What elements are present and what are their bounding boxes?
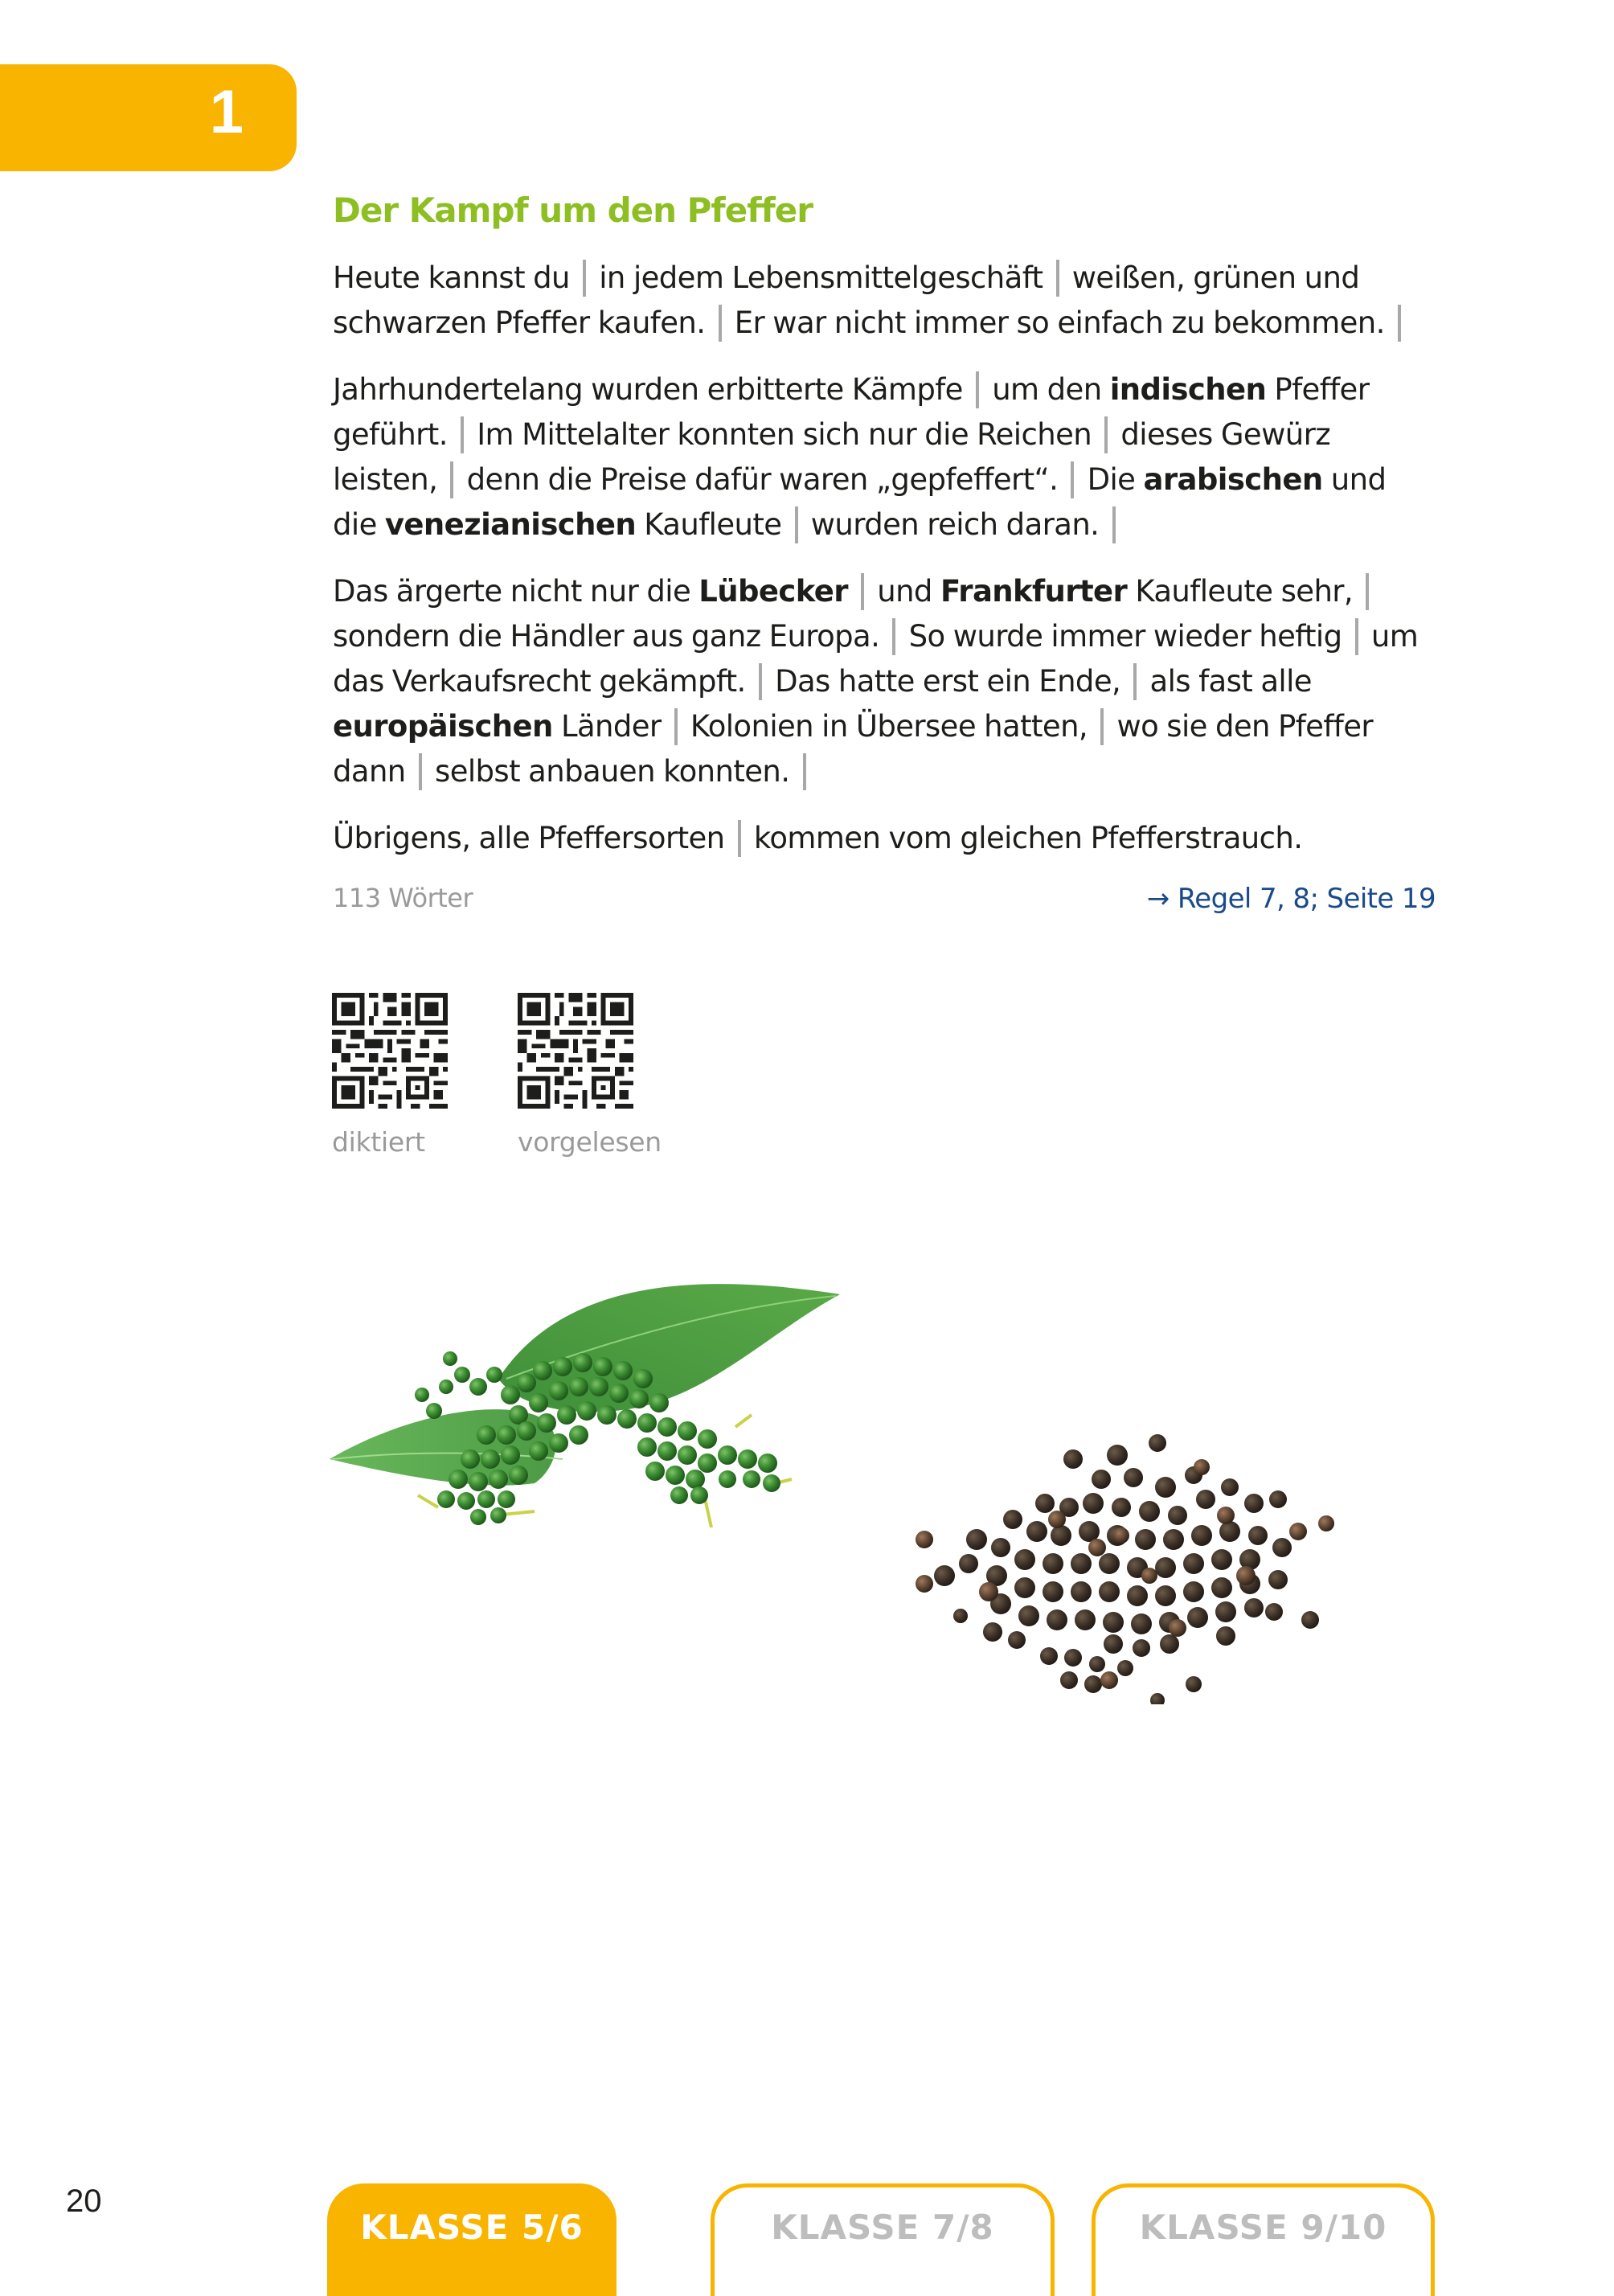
- highlighted-word: indischen: [1109, 372, 1267, 407]
- highlighted-word: arabischen: [1143, 462, 1323, 497]
- dictation-body: [333, 256, 1436, 861]
- paragraph: Übrigens, alle Pfeffersorten kommen vom gleichen Pfefferstrauch.: [333, 821, 1303, 855]
- qr-code-icon[interactable]: [518, 993, 633, 1109]
- black-pepper-image: [908, 1415, 1350, 1704]
- tab-label: KLASSE 9/10: [1139, 2208, 1387, 2247]
- phrase-separator: [1071, 461, 1074, 498]
- qr-label-diktiert: diktiert: [332, 1126, 425, 1158]
- phrase-separator: [1398, 305, 1401, 342]
- rule-reference-link[interactable]: → Regel 7, 8; Seite 19: [1146, 883, 1436, 915]
- phrase-separator: [419, 753, 422, 790]
- green-pepper-image: [326, 1266, 848, 1531]
- phrase-separator: [861, 573, 864, 610]
- phrase-separator: [1366, 573, 1369, 610]
- page-title: Der Kampf um den Pfeffer: [333, 191, 813, 230]
- meta-row: [333, 883, 1436, 923]
- page-number: 20: [66, 2183, 102, 2219]
- phrase-separator: [892, 618, 895, 655]
- highlighted-word: Lübecker: [698, 574, 848, 609]
- qr-label-vorgelesen: vorgelesen: [518, 1126, 662, 1158]
- phrase-separator: [976, 371, 979, 408]
- dictation-text-section: [333, 183, 1436, 923]
- chapter-number: 1: [209, 78, 244, 146]
- phrase-separator: [1112, 506, 1116, 543]
- tab-label: KLASSE 5/6: [360, 2208, 584, 2247]
- phrase-separator: [759, 663, 762, 700]
- tab-label: KLASSE 7/8: [771, 2208, 994, 2247]
- tab-klasse-5-6[interactable]: [327, 2183, 617, 2296]
- highlighted-word: europäischen: [333, 709, 553, 744]
- phrase-separator: [738, 820, 741, 857]
- qr-code-icon[interactable]: [332, 993, 448, 1109]
- phrase-separator: [803, 753, 806, 790]
- paragraph: Das ärgerte nicht nur die Lübecker und Frankfurter Kaufleute sehr, sondern die Händler aus ganz Europa. So wurde immer wieder heftig um das Verkaufsrecht gekämpft. Das hatte erst ein Ende, als fast alle europäischen Länder Kolonien in Übersee hatten, wo sie den Pfeffer dann selbst anbauen konnten.: [333, 574, 1419, 789]
- paragraph: Heute kannst du in jedem Lebensmittelgeschäft weißen, grünen und schwarzen Pfeffer kaufen. Er war nicht immer so einfach zu bekommen.: [333, 256, 1436, 346]
- phrase-separator: [1133, 663, 1137, 700]
- phrase-separator: [674, 708, 678, 745]
- qr-diktiert[interactable]: [332, 993, 448, 1158]
- tab-klasse-9-10[interactable]: [1092, 2183, 1435, 2296]
- highlighted-word: Frankfurter: [940, 574, 1128, 609]
- phrase-separator: [583, 260, 586, 297]
- phrase-separator: [1100, 708, 1104, 745]
- chapter-number-tab: [0, 64, 297, 171]
- qr-vorgelesen[interactable]: [518, 993, 662, 1158]
- tab-klasse-7-8[interactable]: [711, 2183, 1055, 2296]
- phrase-separator: [450, 461, 453, 498]
- word-count: 113 Wörter: [333, 883, 473, 913]
- phrase-separator: [719, 305, 722, 342]
- phrase-separator: [1104, 416, 1108, 453]
- phrase-separator: [795, 506, 798, 543]
- paragraph: Jahrhundertelang wurden erbitterte Kämpfe um den indischen Pfeffer geführt. Im Mittelalter konnten sich nur die Reichen dieses Gewürz leisten, denn die Preise dafür waren „gepfeffert“. Die arabischen und die venezianischen Kaufleute wurden reich daran.: [333, 372, 1387, 542]
- phrase-separator: [461, 416, 464, 453]
- phrase-separator: [1056, 260, 1059, 297]
- phrase-separator: [1355, 618, 1358, 655]
- highlighted-word: venezianischen: [384, 507, 637, 542]
